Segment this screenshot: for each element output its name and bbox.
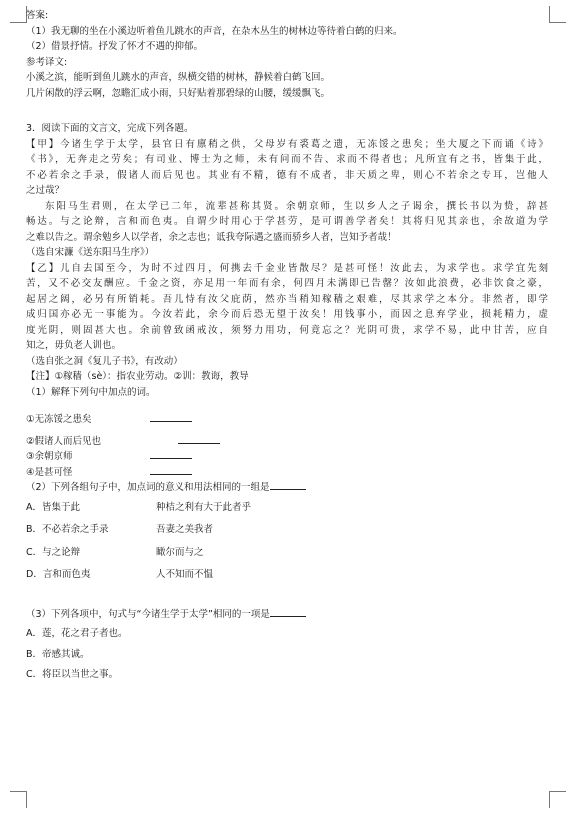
crop-mark-bottom-left: [10, 791, 27, 808]
q2-option-b: 瞰尔而与之: [156, 546, 204, 558]
answer-blank[interactable]: [178, 434, 220, 444]
passage-b-line: 苦，又不必交友酬应。千金之资，亦足用一年而有余，何四月未满即已告罄？汝如此浪费，必非饮食之豪，: [26, 278, 548, 289]
passage-b-line: 起居之阔，必另有所销耗。吾儿恃有汝父庇荫，然亦当稍知稼穑之艰难，尽其求学之本分。非然者，即学: [26, 293, 548, 305]
crop-mark-bottom-right: [549, 791, 566, 808]
q2-option-a: C．与之论辩: [26, 546, 81, 558]
q3-prompt: （3）下列各项中，句式与“今诸生学于太学”相同的一项是: [26, 608, 270, 620]
q1-item-text: ④是甚可怪: [26, 466, 73, 478]
q2-option-a: B．不必若余之手录: [26, 524, 109, 535]
answer-blank[interactable]: [270, 480, 306, 490]
answer-blank[interactable]: [270, 607, 306, 617]
q1-item-text: ③余朝京师: [26, 451, 73, 462]
q2-prompt: （2）下列各组句子中，加点词的意义和用法相同的一组是: [26, 482, 270, 493]
q2-option: [26, 545, 548, 561]
q1-item: [26, 449, 548, 465]
answer-blank[interactable]: [150, 449, 192, 459]
q2-option-b: 吾妻之美我者: [156, 524, 214, 535]
answer-line: （2）借景抒情。抒发了怀才不遇的抑郁。: [26, 41, 204, 52]
passage-a2-line: 之难以告之。谓余勉乡人以学者，余之志也；诋我夸际遇之盛而骄乡人者，岂知予者哉！: [26, 231, 397, 243]
q1-prompt: （1）解释下列句中加点的词。: [26, 386, 156, 398]
footnote: 【注】①稼穑（sè）：指农业劳动。②训：教诲，教导: [26, 371, 249, 382]
passage-b-line: 成归国亦必无一事能为。今汝若此，余今而后恐无望于汝矣！用钱事小，而因之息弃学业，损耗精力，虚: [26, 309, 548, 320]
answer-heading: 答案:: [26, 10, 49, 21]
q1-item: [26, 434, 548, 450]
crop-mark-top-left: [10, 6, 27, 23]
passage-a-line: 不必若余之手录，假诸人而后见也。其业有不精，德有不成者，非天质之卑，则心不若余之专耳，岂他人: [26, 169, 548, 181]
q1-item: [26, 465, 548, 481]
q2-option-a: A．皆集于此: [26, 501, 80, 513]
q2-prompt-row: [26, 480, 548, 496]
q2-option-b: 种桔之利有大于此者乎: [156, 501, 252, 513]
passage-a2-line: 东阳马生君则，在太学已二年，流辈甚称其贤。余朝京师，生以乡人之子谒余，撰长书以为贽，辞甚: [45, 200, 548, 212]
question-title: 3．阅读下面的文言文，完成下列各题。: [26, 123, 194, 134]
passage-b-line: 知之，毋负老人训也。: [26, 340, 122, 351]
q2-option-b: 人不知而不愠: [156, 569, 214, 580]
passage-b-line: 【乙】儿自去国至今，为时不过四月，何携去千金业皆散尽？是甚可怪！汝此去，为求学也。求学宜先刻: [26, 262, 548, 274]
answer-blank[interactable]: [150, 465, 192, 475]
crop-mark-top-right: [549, 6, 566, 23]
q1-item: [26, 412, 548, 428]
q3-option: A．莲，花之君子者也。: [26, 628, 128, 639]
translation-line: 小溪之滨，能听到鱼儿跳水的声音，纵横交错的树林，静候着白鹤飞回。: [26, 72, 331, 83]
answer-blank[interactable]: [150, 412, 192, 422]
source-a: （选自宋濂《送东阳马生序》）: [26, 247, 155, 258]
q3-option: B．帝感其诚。: [26, 648, 90, 660]
q1-item-text: ①无冻馁之患矣: [26, 414, 92, 425]
passage-a2-line: 畅达。与之论辩，言和而色夷。自谓少时用心于学甚劳，是可谓善学者矣！其将归见其亲也，余故道为学: [26, 216, 548, 227]
q3-option: C．将臣以当世之事。: [26, 669, 119, 680]
answer-line: （1）我无聊的坐在小溪边听着鱼儿跳水的声音，在杂木丛生的树林边等待着白鹤的归来。: [26, 25, 403, 37]
q3-prompt-row: [26, 607, 548, 623]
q2-option: [26, 567, 548, 583]
passage-a-line: 【甲】今诸生学于太学，县官日有廪稍之供，父母岁有裘葛之遗，无冻馁之患矣；坐大厦之下而诵《诗》: [26, 138, 548, 150]
translation-heading: 参考译文:: [26, 56, 68, 68]
translation-line: 几片闲散的浮云啊，忽瞻汇成小雨，只好贴着那碧绿的山腰，缓缓飘飞。: [26, 87, 331, 99]
document-page: [26, 8, 548, 683]
q1-item-text: ②假诸人而后见也: [26, 435, 102, 447]
source-b: （选自张之洞《复儿子书》，有改动）: [26, 355, 183, 367]
passage-a-line: 《书》，无奔走之劳矣；有司业、博士为之师，未有问而不告、求而不得者也；凡所宜有之书，皆集于此，: [26, 154, 548, 165]
passage-a-line: 之过哉？: [26, 185, 65, 196]
passage-b-line: 度光阴，则固甚大也。余前曾致函戒汝，须努力用功，何竟忘之？光阴可贵，求学不易，此中甘苦，应自: [26, 324, 548, 336]
q2-option: [26, 522, 548, 538]
q2-option-a: D．言和而色夷: [26, 569, 91, 580]
q2-option: [26, 500, 548, 516]
